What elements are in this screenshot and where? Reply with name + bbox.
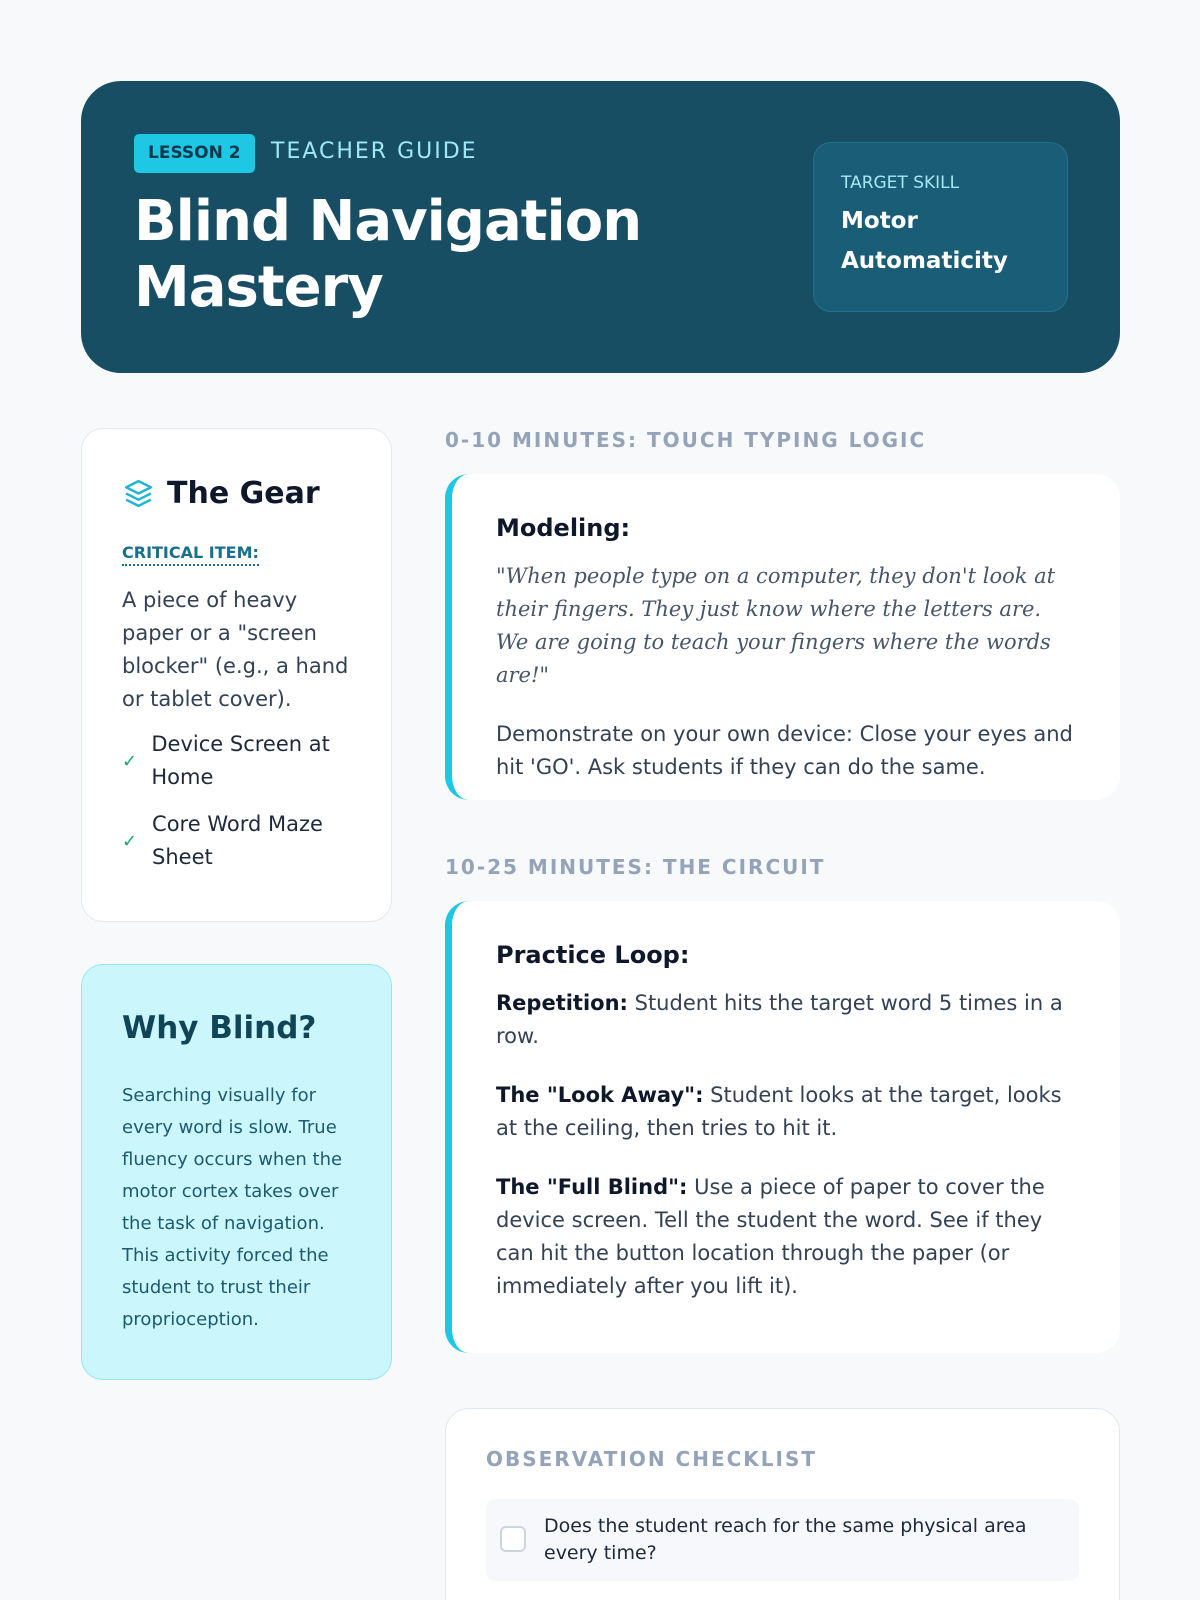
practice-step bbox=[496, 987, 1076, 1053]
observation-title: OBSERVATION CHECKLIST bbox=[486, 1447, 818, 1471]
gear-list-item bbox=[122, 808, 351, 874]
critical-item-description: A piece of heavy paper or a "screen blocker" (e.g., a hand or tablet cover). bbox=[122, 588, 349, 711]
practice-step-term: Repetition: bbox=[496, 991, 628, 1015]
practice-step bbox=[496, 1171, 1076, 1303]
why-blind-body: Searching visually for every word is slow. True fluency occurs when the motor cortex takes over the task of navigation. This activity forced the student to trust their proprioception. bbox=[122, 1085, 343, 1330]
practice-step-term: The "Look Away": bbox=[496, 1083, 704, 1107]
target-skill-label: TARGET SKILL bbox=[841, 173, 960, 193]
target-skill-card bbox=[813, 142, 1068, 312]
practice-step bbox=[496, 1079, 1076, 1145]
why-blind-title: Why Blind? bbox=[122, 1010, 317, 1046]
critical-item-label: CRITICAL ITEM: bbox=[122, 543, 259, 566]
modeling-quote: "When people type on a computer, they don't look at their fingers. They just know where the letters are. We are going to teach your fingers where the words are!" bbox=[496, 564, 1056, 687]
why-blind-card bbox=[81, 964, 392, 1380]
modeling-card bbox=[445, 474, 1120, 800]
gear-header bbox=[122, 473, 351, 513]
practice-step-text: Student hits the target word 5 times in a row. bbox=[496, 991, 1063, 1048]
checklist-item[interactable] bbox=[486, 1499, 1079, 1581]
check-icon: ✓ bbox=[122, 750, 138, 772]
page-title: Blind Navigation Mastery bbox=[134, 189, 642, 320]
section-label-touch-typing: 0-10 MINUTES: TOUCH TYPING LOGIC bbox=[445, 428, 927, 452]
gear-list-item bbox=[122, 728, 351, 794]
gear-card bbox=[81, 428, 392, 922]
practice-step-term: The "Full Blind": bbox=[496, 1175, 688, 1199]
practice-step-text: Use a piece of paper to cover the device screen. Tell the student the word. See if they can hit the button location through the paper (or immediately after you lift it). bbox=[496, 1175, 1045, 1298]
checkbox[interactable] bbox=[500, 1526, 526, 1552]
target-skill-value: Motor Automaticity bbox=[841, 208, 1008, 274]
lesson-badge: LESSON 2 bbox=[134, 134, 255, 173]
practice-loop-card bbox=[445, 901, 1120, 1353]
gear-item-label: Device Screen at Home bbox=[151, 732, 330, 789]
layers-icon bbox=[122, 477, 155, 510]
practice-loop-title: Practice Loop: bbox=[496, 941, 690, 969]
gear-title: The Gear bbox=[167, 475, 320, 511]
modeling-instruction: Demonstrate on your own device: Close your eyes and hit 'GO'. Ask students if they can do the same. bbox=[496, 722, 1073, 779]
modeling-title: Modeling: bbox=[496, 514, 631, 542]
lesson-header bbox=[81, 81, 1120, 373]
section-label-circuit: 10-25 MINUTES: THE CIRCUIT bbox=[445, 855, 826, 879]
checklist-item-text: Does the student reach for the same physical area every time? bbox=[544, 1515, 1027, 1564]
guide-subtitle: TEACHER GUIDE bbox=[271, 139, 478, 164]
gear-list bbox=[122, 728, 351, 874]
check-icon: ✓ bbox=[122, 830, 138, 852]
observation-checklist bbox=[445, 1408, 1120, 1600]
gear-item-label: Core Word Maze Sheet bbox=[152, 812, 323, 869]
practice-step-text: Student looks at the target, looks at the ceiling, then tries to hit it. bbox=[496, 1083, 1062, 1140]
